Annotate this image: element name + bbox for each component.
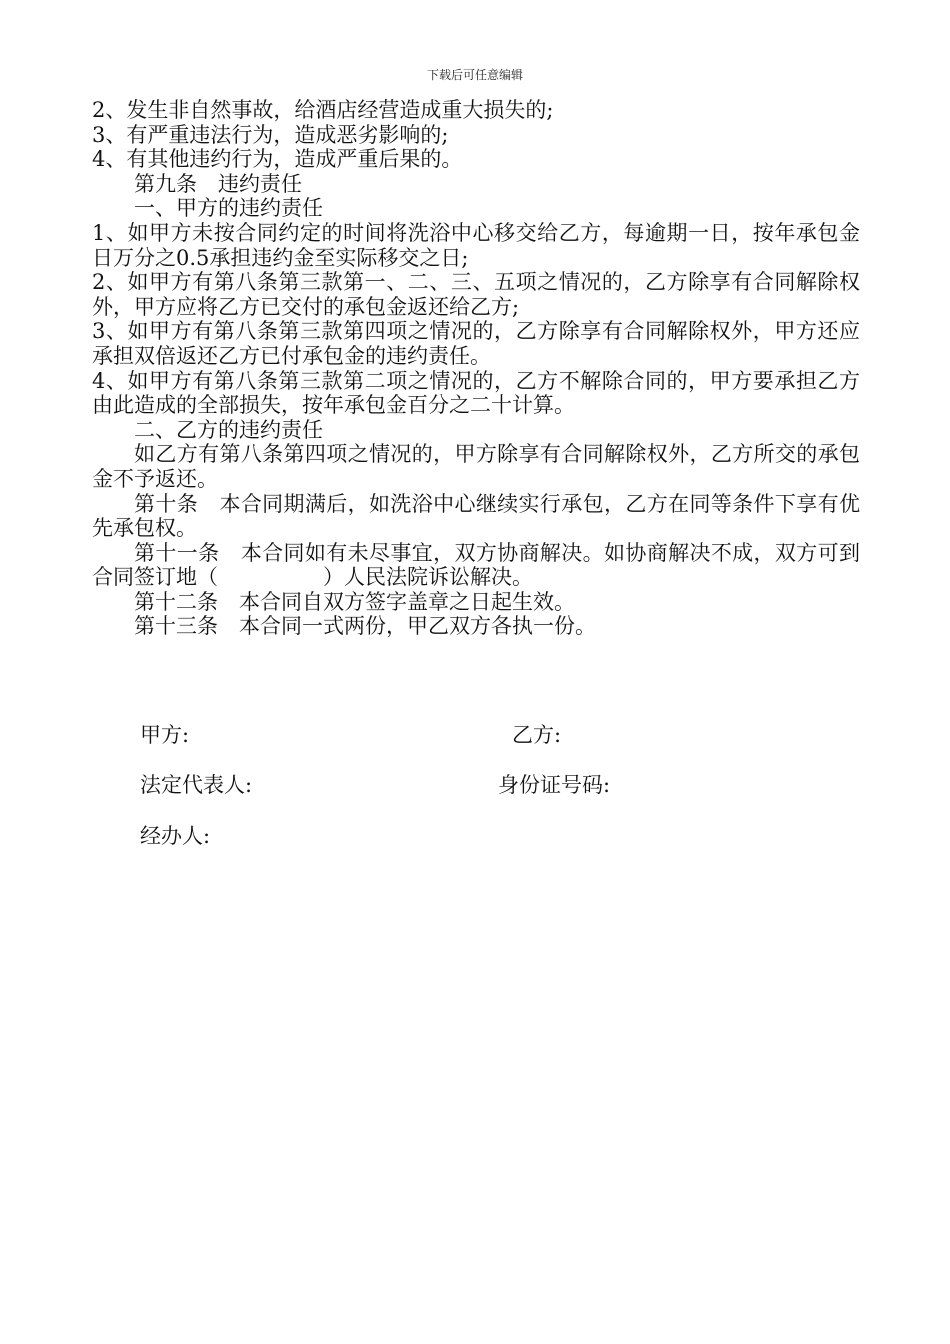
article-paragraph: 第十二条 本合同自双方签字盖章之日起生效。	[134, 589, 575, 614]
article-paragraph: 第十三条 本合同一式两份，甲乙双方各执一份。	[134, 614, 596, 639]
id-number-label: 身份证号码:	[498, 773, 611, 797]
clause-paragraph: 4、有其他违约行为，造成严重后果的。	[92, 147, 463, 172]
clause-paragraph: 如乙方有第八条第四项之情况的，甲方除享有合同解除权外，乙方所交的承包金不予返还。	[92, 442, 860, 491]
clause-paragraph: 1、如甲方未按合同约定的时间将洗浴中心移交给乙方，每逾期一日，按年承包金日万分之0.5承担违约金至实际移交之日;	[92, 220, 860, 270]
handler-label: 经办人:	[140, 824, 211, 848]
party-a-label: 甲方:	[140, 723, 190, 747]
clause-paragraph: 3、如甲方有第八条第三款第四项之情况的，乙方除享有合同解除权外，甲方还应承担双倍返还乙方已付承包金的违约责任。	[92, 319, 860, 368]
clause-paragraph: 4、如甲方有第八条第三款第二项之情况的，乙方不解除合同的，甲方要承担乙方由此造成的全部损失，按年承包金百分之二十计算。	[92, 368, 860, 418]
page-header-note: 下载后可任意编辑	[426, 68, 523, 82]
contract-body	[92, 98, 860, 639]
article-paragraph: 第十条 本合同期满后，如洗浴中心继续实行承包，乙方在同等条件下享有优先承包权。	[92, 491, 860, 541]
article-paragraph: 第十一条 本合同如有未尽事宜，双方协商解决。如协商解决不成，双方可到合同签订地（ ）人民法院诉讼解决。	[92, 540, 860, 590]
clause-paragraph: 2、发生非自然事故，给酒店经营造成重大损失的;	[92, 98, 554, 122]
party-b-label: 乙方:	[512, 723, 562, 747]
clause-paragraph: 2、如甲方有第八条第三款第一、二、三、五项之情况的，乙方除享有合同解除权外，甲方应将乙方已交付的承包金返还给乙方;	[92, 270, 860, 319]
article-heading: 第九条 违约责任	[134, 171, 302, 196]
clause-paragraph: 3、有严重违法行为，造成恶劣影响的;	[92, 122, 449, 147]
section-heading: 一、甲方的违约责任	[134, 196, 323, 221]
legal-representative-label: 法定代表人:	[140, 773, 253, 797]
section-heading: 二、乙方的违约责任	[134, 417, 323, 442]
